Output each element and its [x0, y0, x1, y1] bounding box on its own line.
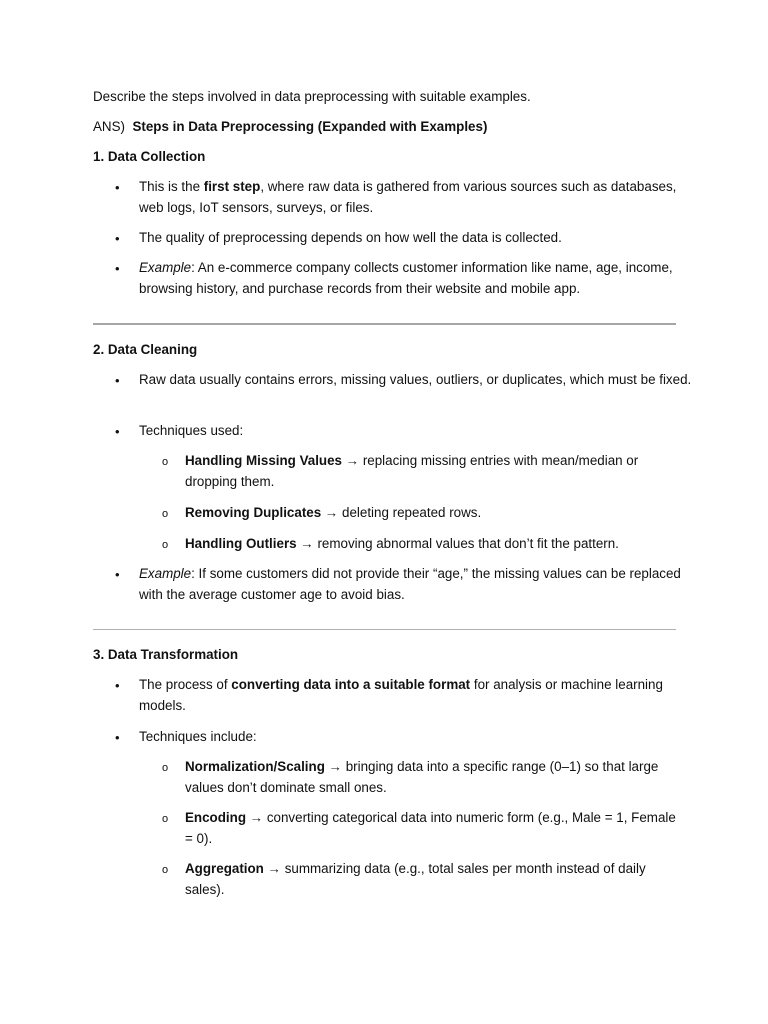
list-item-bold: converting data into a suitable format	[231, 677, 471, 692]
question-text-span: Describe the steps involved in data preprocessing with suitable examples.	[93, 89, 531, 104]
section-divider	[93, 323, 676, 325]
bullet-marker: •	[115, 231, 120, 246]
sub-bullet-marker: o	[162, 813, 169, 825]
example-label: Example	[139, 566, 192, 581]
list-item-text: : An e-commerce company collects customer information like name, age, income, browsing history, and purchase records from their website and mobile app.	[139, 260, 673, 296]
bullet-marker: •	[115, 567, 120, 582]
list-item	[139, 258, 699, 299]
sub-list-item	[185, 534, 685, 555]
bullet-marker: •	[115, 180, 120, 195]
list-item	[139, 177, 699, 218]
list-item-text: The process of	[139, 677, 232, 692]
example-label: Example	[139, 260, 192, 275]
section-heading-cleaning: 2. Data Cleaning	[93, 342, 198, 357]
question-text	[93, 87, 531, 107]
sub-bullet-marker: o	[162, 508, 169, 520]
sub-list-item	[185, 859, 685, 900]
answer-heading	[93, 117, 487, 137]
list-item-bold: first step	[203, 179, 261, 194]
sub-bullet-marker: o	[162, 864, 169, 876]
list-item: Techniques used:	[139, 423, 244, 438]
bullet-marker: •	[115, 730, 120, 745]
list-item-text: This is the	[139, 179, 204, 194]
sub-list-item-bold: Aggregation	[185, 861, 264, 876]
section-divider	[93, 629, 676, 630]
sub-bullet-marker: o	[162, 456, 169, 468]
list-item	[139, 564, 699, 605]
sub-list-item-bold: Handling Missing Values	[185, 453, 342, 468]
sub-list-item-bold: Handling Outliers	[185, 536, 297, 551]
list-item-text: : If some customers did not provide their “age,” the missing values can be replaced with the average customer age to avoid bias.	[139, 566, 681, 602]
list-item: Raw data usually contains errors, missing values, outliers, or duplicates, which must be fixed.	[139, 372, 692, 387]
sub-list-item-text: → bringing data into a specific range (0–1) so that large values don’t dominate small ones.	[185, 759, 659, 795]
list-item: The quality of preprocessing depends on how well the data is collected.	[139, 230, 562, 245]
bullet-marker: •	[115, 678, 120, 693]
sub-list-item-text: → replacing missing entries with mean/median or dropping them.	[185, 453, 639, 489]
sub-list-item-text: → deleting repeated rows.	[321, 505, 482, 520]
bullet-marker: •	[115, 373, 120, 388]
sub-list-item-bold: Normalization/Scaling	[185, 759, 325, 774]
sub-list-item	[185, 503, 685, 524]
section-heading-collection: 1. Data Collection	[93, 149, 206, 164]
sub-list-item	[185, 808, 685, 849]
sub-list-item-bold: Encoding	[185, 810, 246, 825]
sub-list-item-text: → summarizing data (e.g., total sales per month instead of daily sales).	[185, 861, 646, 897]
sub-list-item-text: → removing abnormal values that don’t fit the pattern.	[296, 536, 619, 551]
bullet-marker: •	[115, 424, 120, 439]
sub-list-item	[185, 757, 685, 798]
list-item-text: , where raw data is gathered from various sources such as databases, web logs, IoT sensors, surveys, or files.	[139, 179, 677, 215]
sub-list-item-text: → converting categorical data into numeric form (e.g., Male = 1, Female = 0).	[185, 810, 676, 846]
sub-list-item	[185, 451, 685, 492]
list-item	[139, 675, 699, 716]
sub-bullet-marker: o	[162, 762, 169, 774]
answer-title: Steps in Data Preprocessing (Expanded with Examples)	[132, 119, 488, 134]
list-item-text: for analysis or machine learning models.	[139, 677, 663, 713]
section-heading-transformation: 3. Data Transformation	[93, 647, 239, 662]
answer-prefix: ANS)	[93, 119, 125, 134]
list-item: Techniques include:	[139, 729, 257, 744]
sub-list-item-bold: Removing Duplicates	[185, 505, 322, 520]
bullet-marker: •	[115, 261, 120, 276]
sub-bullet-marker: o	[162, 539, 169, 551]
